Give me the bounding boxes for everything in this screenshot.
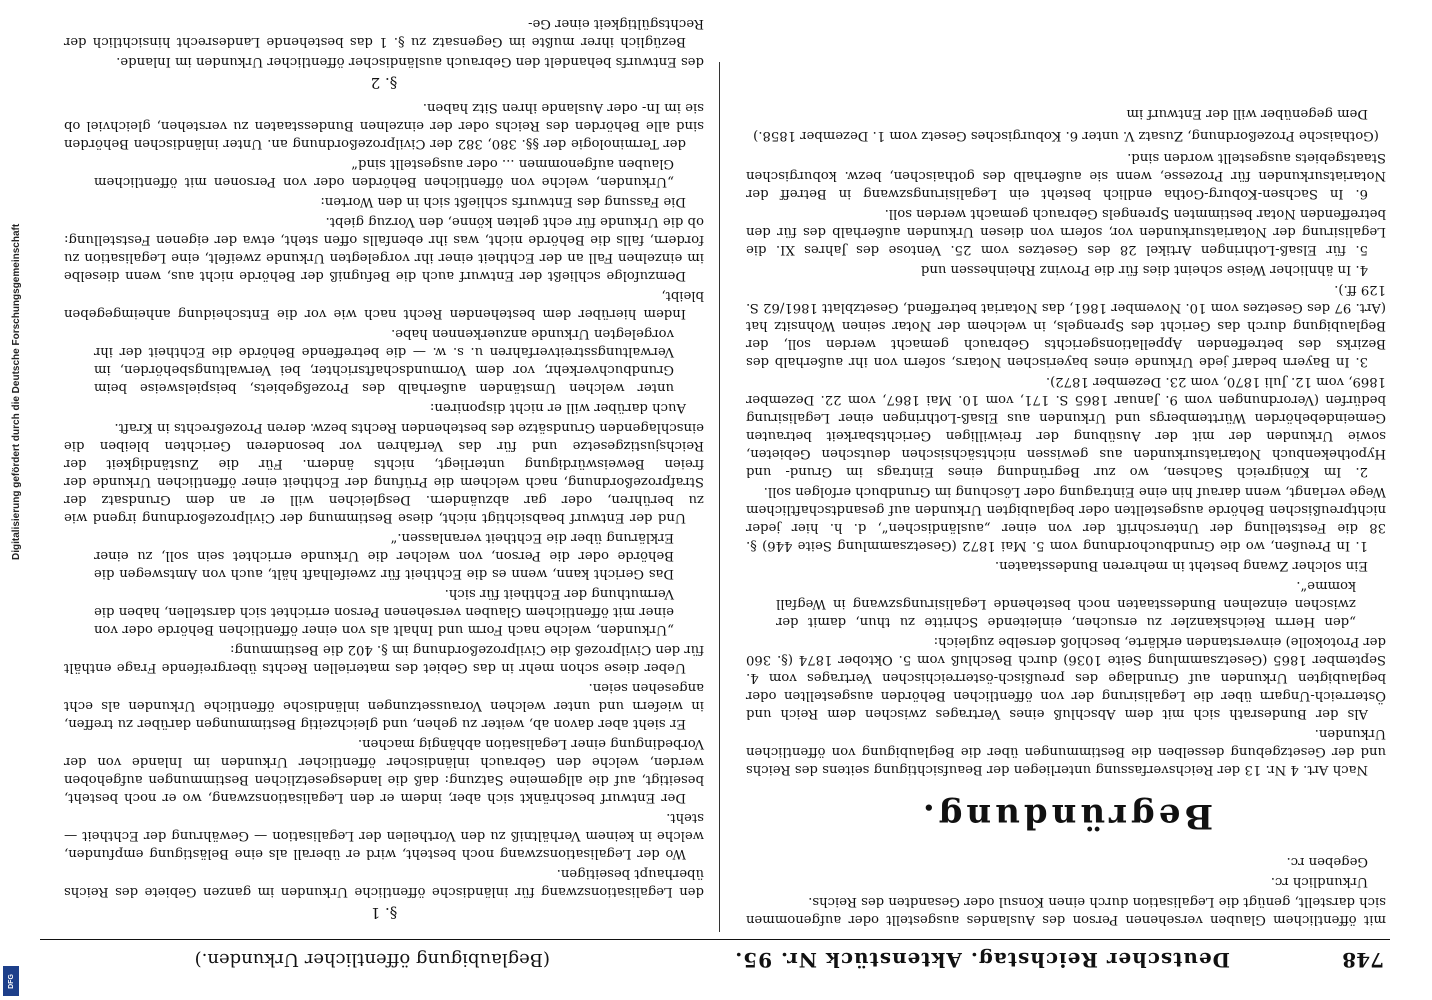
- quote: Das Gericht kann, wenn es die Echtheit für zweifelhaft hält, auch von Amtswegen die Behörde oder die Person, von welcher die Urkunde errichtet sein soll, zu einer Erklärung über die Echtheit veranlassen.“: [94, 530, 674, 581]
- dfg-logo: DFG: [3, 966, 19, 996]
- paragraph: Dem gegenüber will der Entwurf im: [1126, 106, 1368, 121]
- digitization-strip: [0, 0, 22, 1000]
- intro-paragraph: mit öffentlichem Glauben versehenen Person des Auslandes ausgestellt oder aufgenommen sich darstellt, genügt die Legalisation durch einen Konsul oder Gesandten des Reichs.: [746, 894, 1386, 927]
- paragraph: Wo der Legalisationszwang noch besteht, wird er überall als eine Belästigung empfunden, welche in keinem Verhältniß zu den Vortheilen der Legalisation — Gewährung der Echtheit — steht.: [64, 810, 704, 861]
- paragraph: Als der Bundesrath sich mit dem Abschluß eines Vertrages zwischen dem Reich und Österreich-Ungarn über die Legalisirung der von öffentlichen Behörden ausgestellten oder beglaubigten Urkunden auf Grundlage des preußisch-österreichischen Vertrages vom 4. September 1865 (Gesetzsammlung Seite 1036) durch Beschluß vom 5. Oktober 1874 (§. 360 der Protokolle) einverstanden erklärte, beschloß derselbe zugleich:: [746, 634, 1386, 721]
- list-item: 1. In Preußen, wo die Grundbuchordnung vom 5. Mai 1872 (Gesetzsammlung Seite 446) §. 38 die Feststellung der Unterschrift der von einer „ausländischen“, d. h. hier jeder nichtpreußischen Behörde ausgestellten oder beglaubigten Urkunden auf gesandtschaftlichem Wege verlangt, wenn darauf hin eine Eintragung oder Löschung im Grundbuch erfolgen soll.: [746, 484, 1386, 553]
- list-item: 4. In ähnlicher Weise scheint dies für die Provinz Rheinhessen und: [920, 262, 1368, 277]
- list-item: 2. Im Königreich Sachsen, wo zur Begründung eines Eintrags im Grund- und Hypothekenbuch Notariatsurkunden aus gewissen nichtsächsischen deutschen Gebieten, sowie Urkunden der mit der Ausübung der freiwilligen Gerichtsbarkeit betrauten Gemeindebehörden Württembergs und Urkunden aus Elsaß-Lothringen einer Legalisirung bedürfen (Verordnungen vom 9. Januar 1865 S. 171, vom 10. Mai 1867, vom 22. Dezember 1869, vom 12. Juli 1870, vom 23. Dezember 1872).: [746, 374, 1386, 479]
- paragraph: der Terminologie der §§. 380, 382 der Civilprozeßordnung an. Unter inländischen Behörden sind alle Behörden des Reichs oder der einzelnen Bundesstaaten zu verstehen, gleichviel ob sie im In- oder Auslande ihren Sitz haben.: [64, 100, 704, 151]
- paragraph: Bezüglich ihrer mußte im Gegensatz zu §. 1 das bestehende Landesrecht hinsichtlich der Rechtsgültigkeit einer Ge-: [64, 16, 704, 49]
- list-item: 5. für Elsaß-Lothringen Artikel 28 des Gesetzes vom 25. Ventose des Jahres XI. die Legalisirung der Notariatsurkunden vor, sofern von diesen Urkunden außerhalb des für den betreffenden Notar bestimmten Sprengels Gebrauch gemacht werden soll.: [746, 206, 1386, 257]
- paragraph: Die Fassung des Entwurfs schließt sich in den Worten:: [320, 194, 686, 209]
- signature-line: Urkundlich rc.: [1270, 874, 1368, 889]
- section-number: §. 2: [370, 74, 398, 92]
- running-title: Deutscher Reichstag. Aktenstück Nr. 95.: [734, 948, 1230, 972]
- right-column: [64, 12, 704, 928]
- citation: (Gothaische Prozeßordnung, Zusatz V. unter 6. Koburgisches Gesetz vom 1. Dezember 1858.): [753, 128, 1379, 143]
- paragraph: den Legalisationszwang für inländische öffentliche Urkunden im ganzen Gebiete des Reichs überhaupt beseitigen.: [64, 866, 704, 899]
- paragraph: Und der Entwurf beabsichtigt nicht, diese Bestimmung der Civilprozeßordnung irgend wie zu berühren, oder gar abzuändern. Desgleichen will er an dem Grundsatz der Strafprozeßordnung, nach welchem die Prüfung der Echtheit einer öffentlichen Urkunde der freien Beweiswürdigung unterliegt, nichts ändern. Für die Zuständigkeit der Reichsjustizgesetze und für das Verfahren vor besonderen Gerichten bleiben die einschlagenden Grundsätze des bestehenden Rechts bezw. deren Prozeßrechts in Kraft.: [64, 420, 704, 525]
- quote: unter welchen Umständen außerhalb des Prozeßgebiets, beispielsweise beim Grundbuchverkehr, vor dem Vormundschaftsrichter, bei Verwaltungsbehörden, im Verwaltungsstreitverfahren u. s. w. — die betreffende Behörde die Echtheit der ihr vorgelegten Urkunde anzuerkennen habe.: [94, 326, 674, 395]
- digitization-credit: Digitalisierung gefördert durch die Deutsche Forschungsgemeinschaft: [11, 223, 22, 560]
- section-heading: Begründung.: [918, 796, 1214, 836]
- paragraph: Ueber diese schon mehr in das Gebiet des materiellen Rechts übergreifende Frage enthält für den Civilprozeß die Civilprozeßordnung im §. 402 die Bestimmung:: [64, 642, 704, 675]
- quote: „Urkunden, welche nach Form und Inhalt als von einer öffentlichen Behörde oder von einer mit öffentlichem Glauben versehenen Person errichtet sich darstellen, haben die Vermuthung der Echtheit für sich.: [94, 586, 674, 637]
- paragraph: Der Entwurf beschränkt sich aber, indem er den Legalisationszwang, wo er noch besteht, beseitigt, auf die allgemeine Satzung: daß die landesgesetzlichen Bestimmungen aufgehoben werden, welche den Gebrauch inländischer öffentlicher Urkunden im Inlande von der Vorbedingung einer Legalisation abhängig machen.: [64, 736, 704, 805]
- scanned-page: [40, 16, 1390, 980]
- paragraph: Er sieht aber davon ab, weiter zu gehen, und gleichzeitig Bestimmungen darüber zu treffen, in wiefern und unter welchen Voraussetzungen inländische öffentliche Urkunden als echt angesehen seien.: [64, 680, 704, 731]
- signature-line: Gegeben rc.: [1286, 854, 1368, 869]
- page-header: [40, 939, 1390, 980]
- running-subtitle: (Beglaubigung öffentlicher Urkunden.): [194, 949, 550, 970]
- paragraph: des Entwurfs behandelt den Gebrauch ausländischer öffentlicher Urkunden im Inlande.: [116, 54, 704, 69]
- column-divider: [719, 62, 720, 932]
- list-item: 3. In Bayern bedarf jede Urkunde eines bayerischen Notars, sofern von ihr außerhalb des Bezirks des betreffenden Appellationsgerichts Gebrauch gemacht werden soll, der Beglaubigung durch das Gericht des Sprengels, in welchem der Notar seinen Wohnsitz hat (Art. 97 des Gesetzes vom 10. November 1861, das Notariat betreffend, Gesetzblatt 1861/62 S. 129 ff.).: [746, 282, 1386, 369]
- paragraph: Indem hierüber dem bestehenden Recht nach wie vor die Entscheidung anheimgegeben bleibt,: [64, 288, 704, 321]
- paragraph: Ein solcher Zwang besteht in mehreren Bundesstaaten.: [994, 558, 1368, 573]
- paragraph: Auch darüber will er nicht disponiren:: [429, 400, 686, 415]
- paragraph: Demzufolge schließt der Entwurf auch die Befugniß der Behörde nicht aus, wenn dieselbe im einzelnen Fall an der Echtheit einer ihr vorgelegten Urkunde zweifelt, eine Legalisation zu fordern, falls die Behörde nicht, was ihr ebenfalls offen steht, etwa der eigenen Feststellung: ob die Urkunde für echt gelten könne, den Vorzug giebt.: [64, 214, 704, 283]
- list-item: 6. In Sachsen-Koburg-Gotha endlich besteht ein Legalisirungszwang in Betreff der Notariatsurkunden für Prozesse, wenn sie außerhalb des gothaischen, bezw. koburgischen Staatsgebiets ausgestellt worden sind.: [746, 150, 1386, 201]
- paragraph: Nach Art. 4 Nr. 13 der Reichsverfassung unterliegen der Beaufsichtigung seitens des Reichs und der Gesetzgebung desselben die Bestimmungen über die Beglaubigung von öffentlichen Urkunden.: [746, 726, 1386, 777]
- quote: „den Herrn Reichskanzler zu ersuchen, einleitende Schritte zu thun, damit der zwischen einzelnen Bundesstaaten noch bestehende Legalisirungszwang in Wegfall komme“.: [776, 578, 1356, 629]
- section-number: §. 1: [370, 904, 398, 922]
- left-column: [746, 102, 1386, 928]
- quote: „Urkunden, welche von öffentlichen Behörden oder von Personen mit öffentlichem Glauben aufgenommen ... oder ausgestellt sind“: [94, 156, 674, 189]
- page-number: 748: [1342, 948, 1384, 972]
